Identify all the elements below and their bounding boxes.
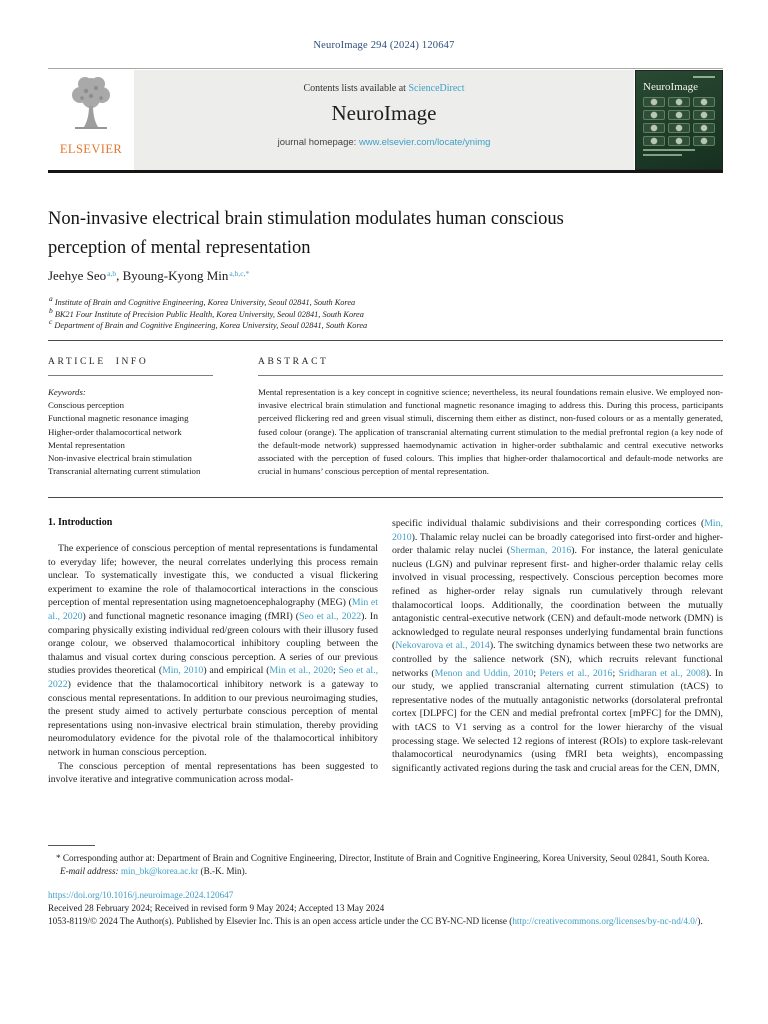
- text-segment: c: [49, 317, 53, 326]
- affiliations: [48, 294, 368, 332]
- keywords-list: [48, 399, 244, 478]
- abstract-heading: ABSTRACT: [258, 357, 329, 367]
- homepage-line: [134, 137, 634, 148]
- masthead-center-panel: [134, 70, 634, 170]
- article-title: Non-invasive electrical brain stimulation modulates human conscious perception of mental representation: [48, 209, 564, 258]
- text-segment: ). The switching dynamics between these two networks are controlled by the salience network (SN), which recruits relevant functional networks (: [392, 640, 723, 679]
- contents-line: [134, 70, 634, 94]
- text-segment: ). In comparing physically existing individual red/green colours with their illusory fused orange colour, we observed thalamocortical inhibitory coupling between the thalamus and visual cortex during conscious perception. A series of our previous studies provides theoretical (: [48, 610, 378, 677]
- keyword-item: Functional magnetic resonance imaging: [48, 413, 189, 424]
- inline-link[interactable]: Min, 2010: [392, 518, 723, 543]
- affiliation-line-c: [48, 317, 368, 332]
- keyword-item: Transcranial alternating current stimulation: [48, 466, 201, 477]
- inline-link[interactable]: Seo et al., 2022: [48, 665, 379, 690]
- authors-line: [48, 268, 249, 284]
- article-info-column: [48, 357, 244, 478]
- sciencedirect-link[interactable]: ScienceDirect: [408, 83, 465, 94]
- text-segment: Byoung-Kyong Min: [122, 268, 229, 283]
- text-segment: (B.-K. Min).: [198, 866, 247, 876]
- text-segment: ).: [697, 916, 703, 926]
- text-segment: E-mail address:: [60, 866, 119, 876]
- elsevier-logo[interactable]: [48, 70, 134, 170]
- text-segment: Department of Brain and Cognitive Engineering, Korea University, Seoul 02841, South Korea: [52, 321, 368, 330]
- footnote-rule: [48, 845, 95, 846]
- text-segment: ). Thalamic relay nuclei can be broadly categorised into first-order and higher-order thalamic relay nuclei (: [392, 531, 723, 557]
- text-segment: b: [49, 305, 53, 315]
- elsevier-tree-icon: [61, 74, 121, 136]
- cover-footer-bar2: [643, 154, 682, 156]
- inline-link[interactable]: Sherman, 2016: [510, 545, 572, 557]
- paragraph: [48, 760, 378, 787]
- text-segment: ,: [116, 268, 123, 283]
- corresponding-author-note: * Corresponding author at: Department of Brain and Cognitive Engineering, Director, Institute of Brain and Cognitive Engineering, Korea University, Seoul 02841, South Korea.: [56, 853, 710, 863]
- paragraph: [392, 517, 723, 775]
- paragraph: [48, 542, 378, 760]
- inline-link[interactable]: a,b: [107, 269, 117, 278]
- inline-link[interactable]: Seo et al., 2022: [299, 610, 362, 622]
- masthead-bottom-rule: [48, 170, 723, 173]
- homepage-link[interactable]: www.elsevier.com/locate/ynimg: [358, 137, 491, 148]
- masthead-journal-name: NeuroImage: [331, 101, 437, 125]
- inline-link[interactable]: Min et al., 2020: [48, 597, 378, 622]
- abstract-rule: [258, 375, 723, 376]
- text-segment: specific individual thalamic subdivisions and their corresponding cortices (: [392, 518, 705, 529]
- abstract-text: Mental representation is a key concept in cognitive science; nevertheless, its neural foundations remain elusive. We employed non-invasive electrical brain stimulation and functional magnetic resonance imaging to address this. During this process, participants perceived flickering red and green visual stimuli, discerning them either as distinct, non-fused colours or as a mentally generated, fused colour (orange). The application of transcranial alternating current stimulation to the medial prefrontal region (a key node of the default-mode network) suppressed haemodynamic activation in higher-order subthalamic and central executive networks associated with the perception of fused colours. This implies that higher-order thalamocortical and default-mode networks are crucial in humans’ conscious perception of mental representation.: [258, 387, 723, 477]
- inline-link[interactable]: Sridharan et al., 2008: [618, 667, 706, 679]
- affiliation-line-a: [48, 294, 367, 309]
- copyright-line: [48, 915, 724, 928]
- inline-link[interactable]: Peters et al., 2016: [539, 667, 613, 679]
- inline-link[interactable]: Menon and Uddin, 2010: [434, 667, 534, 679]
- keywords-label: Keywords:: [48, 387, 86, 397]
- footnotes: [48, 845, 724, 928]
- contents-prefix: Contents lists available at: [303, 83, 409, 94]
- inline-link[interactable]: a,b,c,*: [229, 269, 250, 278]
- masthead: [48, 70, 723, 170]
- text-segment: ) and functional magnetic resonance imaging (fMRI) (: [82, 610, 299, 622]
- inline-link[interactable]: Nekovarova et al., 2014: [395, 640, 490, 652]
- inline-link[interactable]: http://creativecommons.org/licenses/by-nc-nd/4.0/: [512, 916, 698, 926]
- email-line: [48, 865, 724, 878]
- received-line: Received 28 February 2024; Received in revised form 9 May 2024; Accepted 13 May 2024: [48, 903, 385, 913]
- body-right-column: [392, 517, 723, 787]
- keyword-item: Conscious perception: [48, 400, 124, 411]
- text-segment: ). In our study, we applied transcranial alternating current stimulation (tACS) to representative nodes of the mutually antagonistic networks (dorsolateral prefrontal cortex [DLPFC] for the CEN and medial prefrontal cortex [mPFC] for the DMN), with tACS to V1 serving as a control for the lower hierarchy of the visual processing stage. We selected 12 regions of interest (ROIs) to explore task-relevant thalamocortical neurodynamics (using fMRI beta weights), encompassing significantly activated regions during the task and crucial areas for the CEN, DMN,: [392, 667, 723, 774]
- cover-footer-bar: [643, 149, 695, 151]
- cover-thumbnail-grid: [643, 97, 715, 146]
- section-heading-introduction: 1. Introduction: [48, 517, 113, 528]
- divider-top: [48, 340, 723, 341]
- text-segment: ;: [612, 667, 619, 679]
- text-segment: BK21 Four Institute of Precision Public Health, Korea University, Seoul 02841, South Korea: [52, 309, 364, 319]
- text-segment: ) and empirical (: [203, 665, 270, 677]
- masthead-top-rule: [48, 68, 723, 69]
- affiliation-line-b: [48, 305, 367, 321]
- article-info-heading: ARTICLE INFO: [48, 357, 149, 367]
- doi-link[interactable]: https://doi.org/10.1016/j.neuroimage.2024.120647: [48, 890, 234, 900]
- inline-link[interactable]: Min et al., 2020: [269, 665, 334, 677]
- text-segment: The conscious perception of mental representations has been suggested to involve iterative and integrative communication across modal-: [48, 760, 378, 786]
- inline-link[interactable]: Min, 2010: [162, 665, 204, 677]
- text-segment: ;: [333, 665, 339, 677]
- elsevier-wordmark: ELSEVIER: [59, 142, 123, 156]
- body-columns: [48, 517, 723, 787]
- article-info-rule: [48, 375, 213, 376]
- journal-cover[interactable]: [635, 70, 723, 170]
- text-segment: Institute of Brain and Cognitive Engineering, Korea University, Seoul 02841, South Korea: [52, 298, 356, 307]
- keyword-item: Higher-order thalamocortical network: [48, 426, 182, 437]
- body-left-column: [48, 517, 378, 787]
- inline-link[interactable]: min_bk@korea.ac.kr: [120, 866, 199, 876]
- text-segment: ). For instance, the lateral geniculate nucleus (LGN) and pulvinar represent first- and higher-order thalamic relay cells involved in visual processing, respectively. Conscious perception becomes more refined as higher-order relay signals run cumulatively through relevant thalamocortical loops. Additionally, the coordination between the mutually antagonistic central-executive network (CEN) and default-mode network (DMN) is acknowledged to regulate neural responses underlying fundamental brain functions (: [392, 545, 723, 652]
- text-segment: The experience of conscious perception of mental representations is fundamental to everyday life; however, the neural correlates underlying this process remain unclear. To systematically investigate this, we conducted a visual flickering experiment to examine the role of thalamocortical interactions in the conscious perception of mental representation using magnetoencephalography (MEG) (: [48, 543, 378, 609]
- divider-mid: [48, 497, 723, 498]
- journal-reference: NeuroImage 294 (2024) 120647: [313, 40, 455, 51]
- text-segment: 1053-8119/© 2024 The Author(s). Published by Elsevier Inc. This is an open access article under the CC BY-NC-ND license (: [48, 916, 513, 926]
- text-segment: Jeehye Seo: [48, 268, 107, 283]
- text-segment: a: [49, 294, 53, 303]
- text-segment: ;: [533, 667, 540, 679]
- cover-title: NeuroImage: [643, 81, 698, 93]
- keyword-item: Non-invasive electrical brain stimulation: [48, 453, 192, 464]
- keyword-item: Mental representation: [48, 439, 125, 450]
- homepage-prefix: journal homepage:: [277, 137, 359, 148]
- abstract-column: [258, 357, 723, 478]
- text-segment: ) evidence that the thalamocortical inhibitory network is a gateway to conscious mental representations. In addition to our previous neuroimaging studies, the present study aimed to actively perturbate conscious perception of mental representations using non-invasive electrical brain stimulation, thereby providing neuromodulatory evidence for the pivotal role of the thalamocortical inhibitory network in human conscious perception.: [48, 678, 378, 758]
